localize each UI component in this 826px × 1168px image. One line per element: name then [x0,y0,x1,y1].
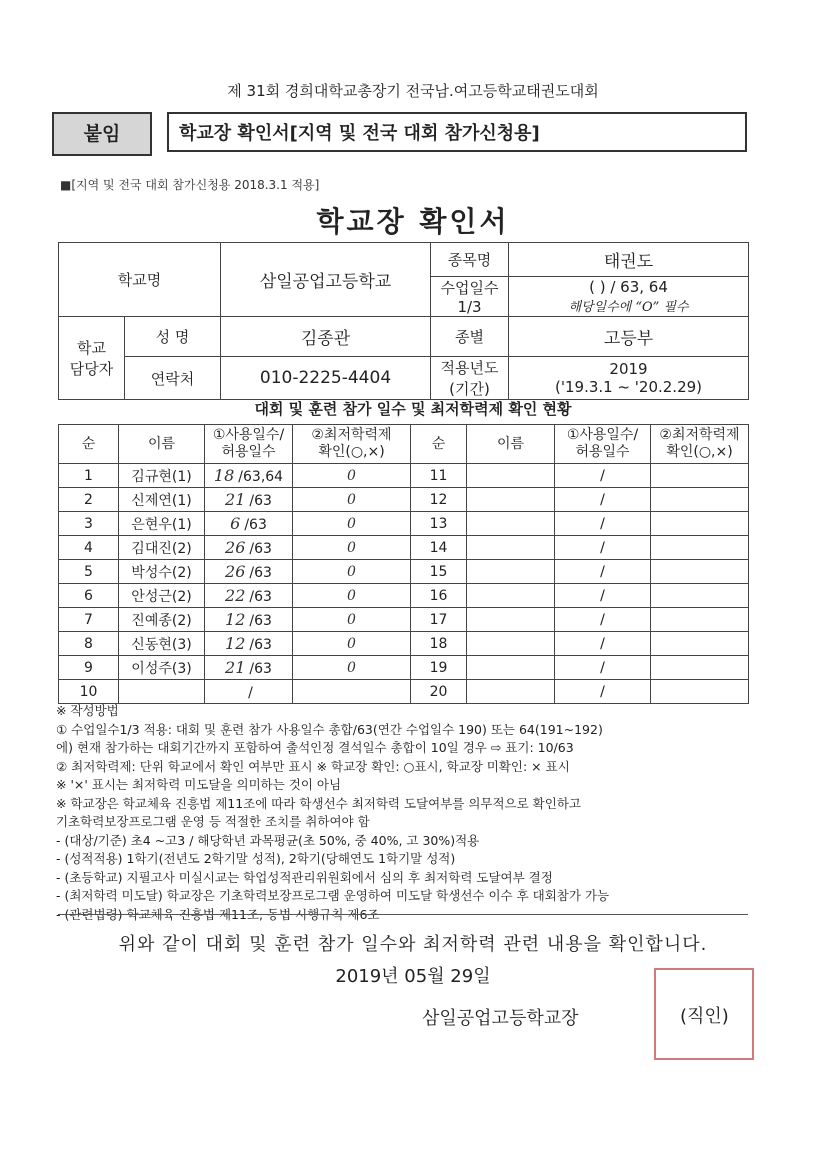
student-name-2 [467,584,555,608]
used-days: 12 [225,610,246,629]
row-number-2: 16 [411,584,467,608]
instruction-line: ① 수업일수1/3 적용: 대회 및 훈련 참가 사용일수 총합/63(연간 수업일수 190) 또는 64(191~192) [56,721,603,737]
header-days-2-line2: 허용일수 [575,444,630,460]
min-check: 0 [293,608,411,632]
seal-label: (직인) [680,1006,729,1027]
days-cell [205,464,293,488]
attachment-label: 붙임 [52,112,152,156]
manager-label [59,317,125,400]
row-number-2: 13 [411,512,467,536]
used-days: 21 [225,658,246,677]
contact-label: 연락처 [125,357,221,400]
table-row [59,536,749,560]
row-number: 5 [59,560,119,584]
header-name-2: 이름 [467,425,555,464]
allowed-days: /63 [249,565,272,581]
confirmation-text: 위와 같이 대회 및 훈련 참가 일수와 최저학력 관련 내용을 확인합니다. [118,934,708,955]
instruction-line: ※ 작성방법 [56,703,119,718]
student-name-2 [467,608,555,632]
school-label: 학교명 [59,243,221,317]
instruction-line: - (초등학교) 지필고사 미실시교는 학업성적관리위원회에서 심의 후 최저학력 도달여부 결정 [56,869,553,885]
days-cell-2: / [555,680,651,704]
used-days: 21 [225,490,246,509]
year-text: 2019 [609,360,648,378]
student-name-2 [467,632,555,656]
days-cell [205,656,293,680]
form-sub-note: ■[지역 및 전국 대회 참가신청용 2018.3.1 적용] [60,178,320,192]
year-label-line1: 적용년도 [440,359,499,377]
days-cell [205,560,293,584]
used-days: 18 [213,466,235,485]
table-row [59,632,749,656]
year-label [431,357,509,400]
student-name: 박성수(2) [119,560,205,584]
form-title: 학교장 확인서[지역 및 전국 대회 참가신청용] [167,112,747,152]
row-number-2: 14 [411,536,467,560]
days-cell-2: / [555,632,651,656]
school-info-table [58,242,749,400]
days-cell [205,512,293,536]
min-check: 0 [293,656,411,680]
table-row [59,512,749,536]
event-title: 제 31회 경희대학교총장기 전국남.여고등학교태권도대회 [227,82,599,100]
principal-signature-line: 삼일공업고등학교장 [422,1008,579,1029]
student-name: 김대진(2) [119,536,205,560]
min-check-2 [651,608,749,632]
days-cell [205,632,293,656]
days-cell [205,584,293,608]
header-min-2 [651,425,749,464]
instruction-line: - (관련법령) 학교체육 진흥법 제11조, 동법 시행규칙 제6조 [56,906,380,922]
min-check-2 [651,488,749,512]
student-name-2 [467,512,555,536]
student-name-2 [467,488,555,512]
category-label: 종별 [431,317,509,357]
allowed-days: /63 [244,517,267,533]
manager-name: 김종관 [221,317,431,357]
row-number: 1 [59,464,119,488]
attendance-table [58,424,749,704]
student-name-2 [467,560,555,584]
used-days: 22 [225,586,246,605]
used-days: 26 [225,538,246,557]
row-number-2: 19 [411,656,467,680]
table-row [59,656,749,680]
period-text: ('19.3.1 ~ '20.2.29) [555,378,703,396]
days-cell-2: / [555,488,651,512]
used-days: 26 [225,562,246,581]
row-number-2: 17 [411,608,467,632]
school-name: 삼일공업고등학교 [221,243,431,317]
days-cell-2: / [555,608,651,632]
min-check-2 [651,680,749,704]
days-cell [205,488,293,512]
header-days-2-line1: ①사용일수/ [566,427,639,443]
instruction-line: - (성적적용) 1학기(전년도 2학기말 성적), 2학기(당해연도 1학기말 성적) [56,851,456,866]
days-label [431,277,509,317]
manager-label-line2: 담당자 [69,360,114,378]
min-check-2 [651,560,749,584]
days-cell [205,680,293,704]
min-check [293,680,411,704]
min-check: 0 [293,488,411,512]
min-check-2 [651,464,749,488]
row-number: 6 [59,584,119,608]
sport-value: 태권도 [509,243,749,277]
student-name-2 [467,464,555,488]
header-name: 이름 [119,425,205,464]
days-cell [205,608,293,632]
student-name: 진예종(2) [119,608,205,632]
min-check-2 [651,512,749,536]
header-days-line2: 허용일수 [221,444,276,460]
days-hint: 해당일수에 “O” 필수 [568,300,689,315]
min-check: 0 [293,560,411,584]
min-check: 0 [293,536,411,560]
min-check-2 [651,632,749,656]
table-row [59,488,749,512]
instruction-line: ※ '×' 표시는 최저학력 미도달을 의미하는 것이 아님 [56,777,342,792]
header-no: 순 [59,425,119,464]
instruction-line: ※ 학교장은 학교체육 진흥법 제11조에 따라 학생선수 최저학력 도달여부를 의무적으로 확인하고 [56,795,581,811]
min-check: 0 [293,632,411,656]
row-number: 3 [59,512,119,536]
row-number: 2 [59,488,119,512]
allowed-days: /63 [249,493,272,509]
table-row [59,680,749,704]
header-min-2-line1: ②최저학력제 [659,427,740,443]
allowed-days: /63 [249,589,272,605]
divider [58,914,748,915]
min-check-2 [651,584,749,608]
row-number: 7 [59,608,119,632]
attendance-caption: 대회 및 훈련 참가 일수 및 최저학력제 확인 현황 [254,400,572,418]
min-check-2 [651,536,749,560]
days-label-line2: 1/3 [457,298,482,316]
allowed-days: / [248,685,253,701]
header-min-line2: 확인(○,×) [318,444,385,460]
days-cell-2: / [555,560,651,584]
name-label: 성 명 [125,317,221,357]
days-cell-2: / [555,584,651,608]
document-title: 학교장 확인서 [316,205,510,238]
instructions [56,702,766,924]
allowed-days: /63 [249,637,272,653]
category-value: 고등부 [509,317,749,357]
allowed-days: /63 [249,661,272,677]
min-check: 0 [293,464,411,488]
allowed-days: /63 [249,541,272,557]
days-cell-2: / [555,656,651,680]
used-days: 12 [225,634,246,653]
instruction-line: ② 최저학력제: 단위 학교에서 확인 여부만 표시 ※ 학교장 확인: ○표시, 학교장 미확인: × 표시 [56,758,570,774]
instruction-line: 에) 현재 참가하는 대회기간까지 포함하여 출석인정 결석일수 총합이 10일 경우 ⇨ 표기: 10/63 [56,740,574,755]
header-no-2: 순 [411,425,467,464]
table-row [59,560,749,584]
row-number: 9 [59,656,119,680]
days-label-line1: 수업일수 [440,279,499,297]
instruction-line: - (대상/기준) 초4 ~고3 / 해당학년 과목평균(초 50%, 중 40%, 고 30%)적용 [56,832,480,848]
confirmation-date: 2019년 05월 29일 [335,966,491,987]
year-value [509,357,749,400]
header-days [205,425,293,464]
student-name: 은현우(1) [119,512,205,536]
days-cell-2: / [555,464,651,488]
table-row [59,608,749,632]
row-number-2: 15 [411,560,467,584]
table-row [59,584,749,608]
student-name: 김규현(1) [119,464,205,488]
min-check: 0 [293,512,411,536]
row-number-2: 18 [411,632,467,656]
student-name: 안성근(2) [119,584,205,608]
sport-label: 종목명 [431,243,509,277]
used-days: 6 [230,514,241,533]
row-number: 4 [59,536,119,560]
days-cell-2: / [555,536,651,560]
student-name [119,680,205,704]
min-check-2 [651,656,749,680]
days-value [509,277,749,317]
row-number: 10 [59,680,119,704]
header-days-line1: ①사용일수/ [212,427,285,443]
manager-label-line1: 학교 [77,339,106,357]
days-value-text: ( ) / 63, 64 [589,278,668,296]
header-min-2-line2: 확인(○,×) [666,444,733,460]
header-days-2 [555,425,651,464]
header-min-line1: ②최저학력제 [311,427,392,443]
days-cell-2: / [555,512,651,536]
row-number-2: 11 [411,464,467,488]
student-name: 신동현(3) [119,632,205,656]
student-name: 신제연(1) [119,488,205,512]
instruction-line: 기초학력보장프로그램 운영 등 적절한 조치를 취하여야 함 [56,814,370,829]
contact-value: 010-2225-4404 [221,357,431,400]
student-name-2 [467,656,555,680]
instruction-line: - (최저학력 미도달) 학교장은 기초학력보장프로그램 운영하여 미도달 학생선수 이수 후 대회참가 가능 [56,888,610,903]
min-check: 0 [293,584,411,608]
row-number-2: 12 [411,488,467,512]
row-number-2: 20 [411,680,467,704]
days-cell [205,536,293,560]
attendance-header-row [59,425,749,464]
student-name-2 [467,536,555,560]
student-name: 이성주(3) [119,656,205,680]
student-name-2 [467,680,555,704]
year-label-line2: (기간) [449,380,490,398]
table-row [59,464,749,488]
allowed-days: /63 [249,613,272,629]
row-number: 8 [59,632,119,656]
allowed-days: /63,64 [238,469,284,485]
header-min [293,425,411,464]
